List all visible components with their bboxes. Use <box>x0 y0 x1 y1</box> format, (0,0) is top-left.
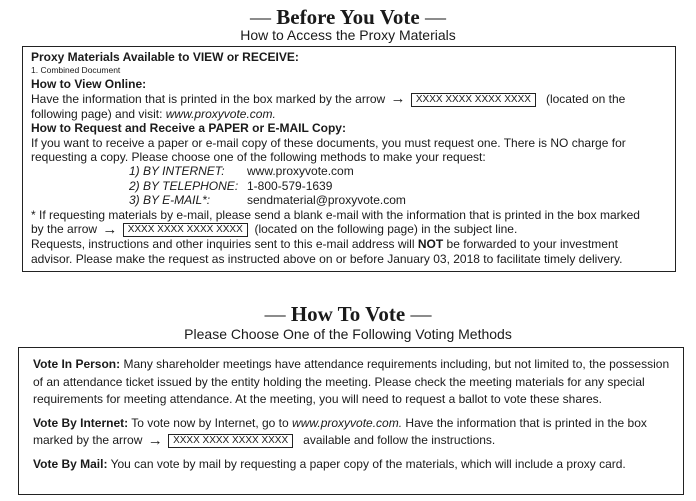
email-note-1: * If requesting materials by e-mail, please send a blank e-mail with the information that is printed in the box marked <box>31 207 640 222</box>
vote-in-person-text-1: Many shareholder meetings have attendance requirements including, but not limited to, the possession <box>123 357 670 371</box>
vote-internet-text-1a: To vote now by Internet, go to <box>131 415 289 430</box>
before-you-vote-title <box>0 5 696 29</box>
vote-internet-text-2a: marked by the arrow <box>33 433 143 447</box>
view-online-line-2 <box>31 107 669 121</box>
vote-mail-label: Vote By Mail: <box>33 456 108 471</box>
document-item: 1. Combined Document <box>31 65 121 76</box>
before-title-text: Before You Vote <box>276 5 420 29</box>
vote-internet-text-2b: available and follow the instructions. <box>303 433 496 447</box>
request-method-email <box>129 193 669 207</box>
email-note-3: (located on the following page) in the subject line. <box>254 222 518 237</box>
method-label: 1) BY INTERNET: <box>129 164 225 179</box>
vote-in-person-line-1 <box>33 356 675 374</box>
dash-right: — <box>425 5 446 29</box>
disclaimer-not: NOT <box>417 237 444 252</box>
control-number-box: XXXX XXXX XXXX XXXX <box>168 434 293 448</box>
disclaimer-line-2: advisor. Please make the request as instructed above on or before January 03, 2018 to facilitate timely delivery. <box>31 251 623 266</box>
request-method-internet <box>129 164 669 178</box>
view-online-line-1 <box>31 92 669 107</box>
how-to-vote-subtitle: Please Choose One of the Following Voting Methods <box>184 326 512 342</box>
how-to-vote-title <box>0 302 696 326</box>
view-text-1: Have the information that is printed in the box marked by the arrow <box>31 91 386 106</box>
dash-left: — <box>264 302 286 326</box>
method-value[interactable]: www.proxyvote.com <box>247 164 354 179</box>
arrow-icon: → <box>390 90 406 108</box>
disclaimer-line-1 <box>31 237 669 251</box>
control-number-box: XXXX XXXX XXXX XXXX <box>123 223 248 237</box>
dash-right: — <box>410 302 432 326</box>
voting-methods-box <box>18 347 684 495</box>
proxyvote-link[interactable]: www.proxyvote.com. <box>165 106 276 121</box>
vote-mail-text: You can vote by mail by requesting a paper copy of the materials, which will include a proxy card. <box>110 456 626 471</box>
vote-internet-text-1b: Have the information that is printed in the box <box>405 415 647 430</box>
method-value: 1-800-579-1639 <box>247 178 333 193</box>
arrow-icon: → <box>102 220 118 238</box>
method-value[interactable]: sendmaterial@proxyvote.com <box>247 193 406 208</box>
vote-in-person-text-2: of an attendance ticket issued by the entity holding the meeting. Please check the meeting materials for any special <box>33 374 645 389</box>
available-heading: Proxy Materials Available to VIEW or RECEIVE: <box>31 50 299 64</box>
proxyvote-link[interactable]: www.proxyvote.com. <box>292 415 403 430</box>
request-method-telephone <box>129 179 669 193</box>
view-text-3: following page) and visit: <box>31 106 163 121</box>
request-text-1: If you want to receive a paper or e-mail copy of these documents, you must request one. There is NO charge for <box>31 135 626 150</box>
view-online-heading: How to View Online: <box>31 77 147 92</box>
method-label: 3) BY E-MAIL*: <box>129 193 211 208</box>
request-heading: How to Request and Receive a PAPER or E-MAIL Copy: <box>31 121 346 136</box>
proxy-materials-box <box>22 46 676 272</box>
arrow-icon: → <box>147 432 163 450</box>
request-text-2: requesting a copy. Please choose one of the following methods to make your request: <box>31 150 486 165</box>
vote-internet-label: Vote By Internet: <box>33 415 129 430</box>
disclaimer-1a: Requests, instructions and other inquiries sent to this e-mail address will <box>31 237 415 252</box>
vote-in-person-label: Vote In Person: <box>33 357 121 371</box>
before-you-vote-subtitle: How to Access the Proxy Materials <box>240 27 456 43</box>
vote-in-person-text-3: requirements for meeting attendance. At the meeting, you will need to request a ballot to vote these shares. <box>33 392 603 406</box>
vote-internet-line-1 <box>33 415 675 433</box>
control-number-box: XXXX XXXX XXXX XXXX <box>411 93 536 107</box>
howto-title-text: How To Vote <box>290 302 406 326</box>
disclaimer-1b: be forwarded to your investment <box>446 237 618 252</box>
dash-left: — <box>250 5 271 29</box>
view-text-2: (located on the <box>545 91 626 106</box>
email-note-line-2 <box>31 222 669 237</box>
email-note-2: by the arrow <box>31 222 98 237</box>
vote-internet-line-2 <box>33 432 675 450</box>
vote-mail-line <box>33 456 675 474</box>
method-label: 2) BY TELEPHONE: <box>129 178 239 193</box>
